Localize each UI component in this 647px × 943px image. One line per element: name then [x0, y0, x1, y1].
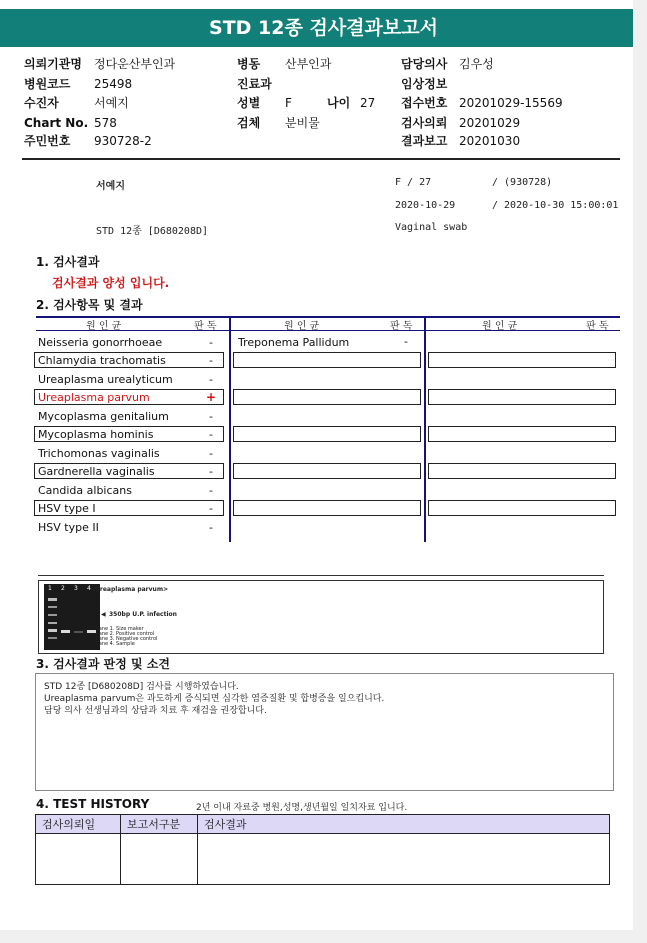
- result-positive-text: 검사결과 양성 입니다.: [52, 276, 170, 290]
- header-resident-no-value: 930728-2: [94, 134, 152, 148]
- row-box: [233, 352, 421, 368]
- header-divider: [22, 158, 620, 160]
- pathogen-result: -: [209, 354, 213, 367]
- gel-lane-label: 3: [74, 585, 78, 592]
- pathogen-name-positive: Ureaplasma parvum: [38, 391, 150, 404]
- col-header-result: 판 독: [390, 321, 413, 332]
- gel-electrophoresis-image: [44, 584, 100, 650]
- history-cell: [36, 834, 121, 885]
- header-age: [327, 96, 350, 110]
- row-box: [233, 389, 421, 405]
- header-chart-no-value: 578: [94, 116, 117, 130]
- history-note: 2년 이내 자료중 병원,성명,생년월일 일치자료 입니다.: [196, 803, 408, 813]
- pathogen-result: -: [209, 502, 213, 515]
- header-hospital-code-value: 25498: [94, 77, 133, 91]
- history-empty-row: [36, 834, 610, 885]
- summary-test-code: STD 12종 [D680208D]: [96, 226, 209, 237]
- gel-title: <Ureaplasma parvum>: [90, 586, 169, 593]
- gel-lane-label: 2: [61, 585, 65, 592]
- column-divider: [229, 316, 231, 542]
- row-box: [233, 463, 421, 479]
- header-receipt-no-value: 20201029-15569: [459, 96, 563, 110]
- gel-lane-label: 4: [87, 585, 91, 592]
- row-box: [428, 389, 616, 405]
- row-box: [428, 463, 616, 479]
- header-doctor-value: 김우성: [459, 57, 494, 71]
- pathogen-result: -: [404, 335, 408, 348]
- gel-legend-item: Lane 2. Positive control: [96, 631, 155, 637]
- header-ward-value: 산부인과: [285, 57, 332, 71]
- pathogen-name: HSV type II: [38, 521, 99, 534]
- header-report-date: [401, 134, 447, 148]
- opinion-line: Ureaplasma parvum은 과도하게 증식되면 심각한 염증질환 및 합병증을 일으킵니다.: [44, 694, 385, 704]
- header-label: Chart No.: [24, 116, 89, 130]
- header-label: 접수번호: [401, 96, 448, 110]
- table-header-border: [36, 330, 620, 331]
- pathogen-name: Candida albicans: [38, 484, 132, 497]
- history-cell: [198, 834, 610, 885]
- history-cell: [121, 834, 198, 885]
- header-resident-no: [24, 134, 70, 148]
- header-label: 결과보고: [401, 134, 448, 148]
- pathogen-result: -: [209, 484, 213, 497]
- row-box: [428, 426, 616, 442]
- header-label: 병동: [237, 57, 261, 71]
- pathogen-name: Chlamydia trachomatis: [38, 354, 166, 367]
- gel-band-label: 350bp U.P. infection: [109, 611, 177, 618]
- header-label: 성별: [237, 96, 261, 110]
- pathogen-name: Trichomonas vaginalis: [38, 447, 160, 460]
- pathogen-result: -: [209, 428, 213, 441]
- header-label: 병원코드: [24, 77, 71, 91]
- header-label: 검사의뢰: [401, 116, 448, 130]
- header-receipt-no: [401, 96, 447, 110]
- table-top-border: [36, 316, 620, 318]
- header-report-date-value: 20201030: [459, 134, 521, 148]
- pathogen-name: Mycoplasma genitalium: [38, 410, 169, 423]
- gel-bands: [44, 584, 100, 650]
- col-header-result: 판 독: [586, 321, 609, 332]
- pathogen-result: -: [209, 465, 213, 478]
- summary-birth: / (930728): [492, 177, 553, 188]
- col-header-pathogen: 원 인 균: [284, 321, 320, 332]
- header-label: 수진자: [24, 96, 59, 110]
- pathogen-name: Treponema Pallidum: [238, 336, 350, 349]
- header-age-value: 27: [360, 96, 376, 110]
- header-label: 검체: [237, 116, 261, 130]
- column-divider: [424, 316, 426, 542]
- summary-reported: / 2020-10-30 15:00:01: [492, 200, 619, 211]
- header-label: 나이: [327, 96, 351, 110]
- pathogen-result: -: [209, 410, 213, 423]
- header-label: 담당의사: [401, 57, 448, 71]
- gel-legend-item: Lane 4. Sample: [96, 641, 135, 647]
- header-label: 진료과: [237, 77, 272, 91]
- header-clinic: [24, 57, 82, 71]
- gel-legend-item: Lane 1. Size maker: [96, 626, 144, 632]
- history-col-report-type: 보고서구분: [121, 815, 198, 834]
- header-sex: [237, 96, 260, 110]
- pathogen-result-positive: +: [205, 390, 217, 404]
- row-box: [233, 500, 421, 516]
- col-header-result: 판 독: [194, 321, 217, 332]
- header-clinical-info: [401, 77, 447, 91]
- header-patient-value: 서예지: [94, 96, 129, 110]
- header-patient: [24, 96, 59, 110]
- summary-received: 2020-10-29: [395, 200, 456, 211]
- opinion-line: 담당 의사 선생님과의 상담과 치료 후 재검을 권장합니다.: [44, 706, 267, 716]
- pathogen-name: HSV type I: [38, 502, 96, 515]
- header-ward: [237, 57, 260, 71]
- section1-title: 1. 검사결과: [36, 255, 100, 269]
- row-box: [428, 500, 616, 516]
- pathogen-name: Gardnerella vaginalis: [38, 465, 155, 478]
- header-request-date: [401, 116, 447, 130]
- pathogen-name: Mycoplasma hominis: [38, 428, 154, 441]
- section3-title: 3. 검사결과 판정 및 소견: [36, 657, 170, 671]
- header-hospital-code: [24, 77, 70, 91]
- col-header-pathogen: 원 인 균: [86, 321, 122, 332]
- pathogen-name: Neisseria gonorrhoeae: [38, 336, 163, 349]
- section2-title: 2. 검사항목 및 결과: [36, 298, 143, 312]
- pathogen-result: -: [209, 373, 213, 386]
- header-sex-value: F: [285, 96, 292, 110]
- gel-legend-item: Lane 3. Negative control: [96, 636, 158, 642]
- gel-lane-label: 1: [48, 585, 52, 592]
- summary-gender-age: F / 27: [395, 177, 432, 188]
- header-chart-no: [24, 116, 88, 130]
- header-request-date-value: 20201029: [459, 116, 521, 130]
- header-specimen: [237, 116, 260, 130]
- summary-specimen: Vaginal swab: [395, 222, 468, 233]
- col-header-pathogen: 원 인 균: [482, 321, 518, 332]
- section4-title: 4. TEST HISTORY: [36, 797, 150, 811]
- pathogen-name: Ureaplasma urealyticum: [38, 373, 173, 386]
- row-box: [233, 426, 421, 442]
- opinion-line: STD 12종 [D680208D] 검사를 시행하였습니다.: [44, 682, 239, 692]
- history-col-request-date: 검사의뢰일: [36, 815, 121, 834]
- gel-arrow-icon: ◀: [101, 611, 106, 618]
- header-department: [237, 77, 272, 91]
- pathogen-result: -: [209, 447, 213, 460]
- pathogen-result: -: [209, 336, 213, 349]
- header-doctor: [401, 57, 447, 71]
- history-header-row: [36, 815, 610, 834]
- report-title: STD 12종 검사결과보고서: [0, 9, 647, 47]
- header-specimen-value: 분비물: [285, 116, 320, 130]
- header-clinic-value: 정다운산부인과: [94, 57, 176, 71]
- pathogen-result: -: [209, 521, 213, 534]
- row-box: [428, 352, 616, 368]
- header-label: 주민번호: [24, 134, 71, 148]
- header-label: 임상정보: [401, 77, 448, 91]
- header-label: 의뢰기관명: [24, 57, 82, 71]
- summary-name: 서예지: [96, 181, 125, 192]
- history-table: [35, 814, 610, 885]
- history-col-result: 검사결과: [198, 815, 610, 834]
- scrollbar-track[interactable]: [633, 0, 647, 943]
- gel-top-rule: [38, 575, 604, 576]
